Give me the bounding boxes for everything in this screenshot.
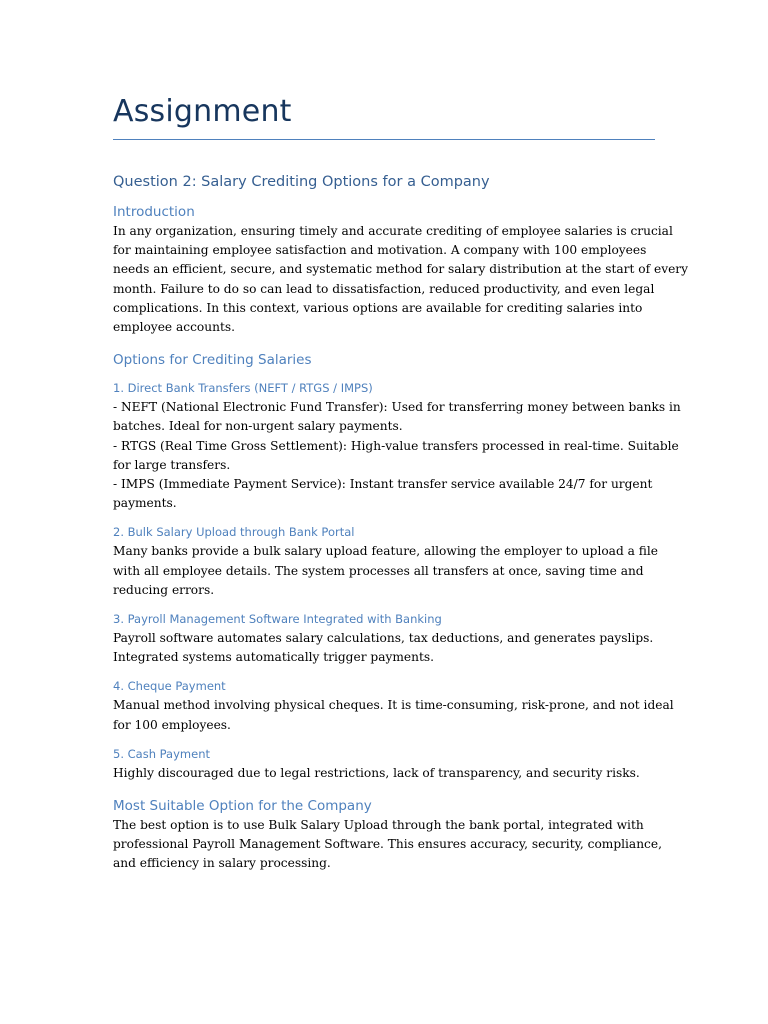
text-line: needs an efficient, secure, and systematic method for salary distribution at the start of every [113,262,688,277]
text-line: - IMPS (Immediate Payment Service): Instant transfer service available 24/7 for urgent [113,477,653,492]
text-line: with all employee details. The system processes all transfers at once, saving time and [113,563,644,578]
text-line: Payroll software automates salary calculations, tax deductions, and generates payslips. [113,631,654,646]
text-line: reducing errors. [113,582,215,597]
text-line: for maintaining employee satisfaction and motivation. A company with 100 employees [113,243,647,258]
option-paragraph-2 [113,542,658,600]
text-line: for large transfers. [113,457,231,472]
option-heading-1: 1. Direct Bank Transfers (NEFT / RTGS / IMPS) [113,381,373,396]
text-line: month. Failure to do so can lead to dissatisfaction, reduced productivity, and even legal [113,281,655,296]
text-line: - NEFT (National Electronic Fund Transfer): Used for transferring money between banks in [113,400,681,415]
introduction-heading: Introduction [113,204,195,220]
suitable-paragraph [113,816,662,874]
text-line: In any organization, ensuring timely and accurate crediting of employee salaries is crucial [113,224,673,238]
option-heading-5: 5. Cash Payment [113,746,210,761]
option-paragraph-3 [113,629,655,667]
text-line: professional Payroll Management Software. This ensures accuracy, security, compliance, [113,837,662,852]
text-line: Integrated systems automatically trigger payments. [113,650,434,665]
option-paragraph-1 [113,398,681,513]
document-body [113,172,688,874]
text-line: payments. [113,496,177,511]
text-line: batches. Ideal for non-urgent salary payments. [113,419,403,434]
text-line: employee accounts. [113,320,235,335]
option-paragraph-5 [113,764,655,783]
text-line: Many banks provide a bulk salary upload feature, allowing the employer to upload a file [113,544,658,559]
question-heading: Question 2: Salary Crediting Options for a Company [113,174,490,190]
option-heading-2: 2. Bulk Salary Upload through Bank Portal [113,525,355,540]
text-line: complications. In this context, various options are available for crediting salaries into [113,300,643,315]
suitable-heading: Most Suitable Option for the Company [113,798,372,815]
document-title: Assignment [113,94,292,129]
option-heading-3: 3. Payroll Management Software Integrated with Banking [113,612,442,627]
text-line: Highly discouraged due to legal restrictions, lack of transparency, and security risks. [113,765,640,780]
text-line: Manual method involving physical cheques. It is time-consuming, risk-prone, and not ideal [113,698,674,713]
option-heading-4: 4. Cheque Payment [113,679,226,694]
text-line: The best option is to use Bulk Salary Upload through the bank portal, integrated with [113,818,644,833]
text-line: and efficiency in salary processing. [113,856,331,871]
text-line: for 100 employees. [113,717,231,732]
text-line: - RTGS (Real Time Gross Settlement): High-value transfers processed in real-time. Suitable [113,438,679,453]
introduction-paragraph [113,222,688,337]
option-paragraph-4 [113,696,674,734]
title-underline [113,139,655,140]
options-heading: Options for Crediting Salaries [113,352,312,369]
